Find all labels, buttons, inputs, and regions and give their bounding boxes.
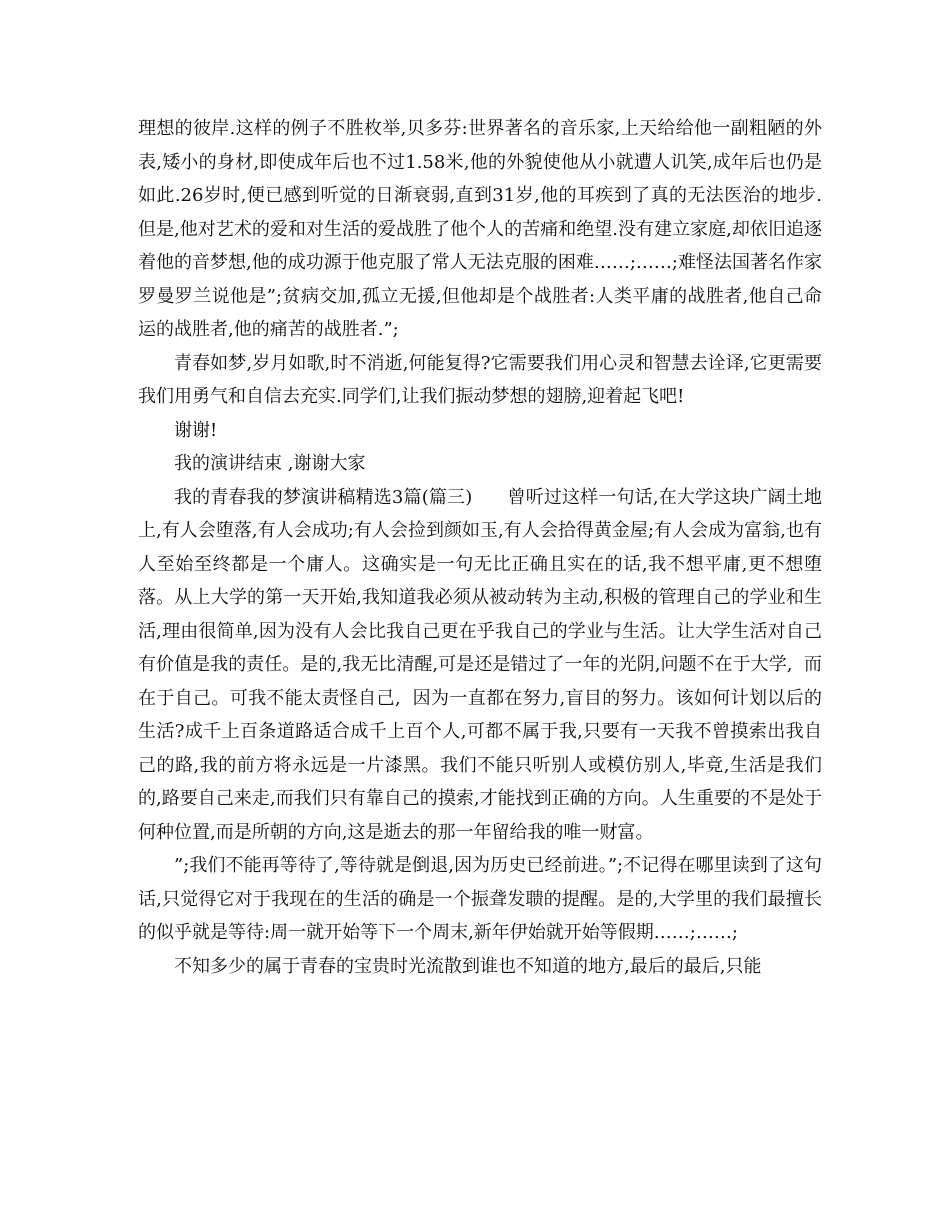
paragraph-waiting: ”;我们不能再等待了,等待就是倒退,因为历史已经前进。”;不记得在哪里读到了这句话,只觉得它对于我现在的生活的确是一个振聋发聩的提醒。是的,大学里的我们最擅长的似乎就是等待:周一就开始等下一个周末,新年伊始就开始等假期……;……;	[138, 855, 822, 943]
paragraph-beethoven: 理想的彼岸.这样的例子不胜枚举,贝多芬:世界著名的音乐家,上天给给他一副粗陋的外表,矮小的身材,即使成年后也不过1.58米,他的外貌使他从小就遭人讥笑,成年后也仍是如此.26岁时,便已感到听觉的日渐衰弱,直到31岁,他的耳疾到了真的无法医治的地步.但是,他对艺术的爱和对生活的爱战胜了他个人的苦痛和绝望.没有建立家庭,却依旧追逐着他的音梦想,他的成功源于他克服了常人无法克服的困难……;……;难怪法国著名作家罗曼罗兰说他是”;贫病交加,孤立无援,但他却是个战胜者:人类平庸的战胜者,他自己命运的战胜者,他的痛苦的战胜者.”;	[138, 118, 822, 340]
paragraph-lost-time: 不知多少的属于青春的宝贵时光流散到谁也不知道的地方,最后的最后,只能	[174, 955, 762, 977]
paragraph-speech-end: 我的演讲结束 ,谢谢大家	[174, 453, 366, 474]
document-body	[138, 112, 822, 983]
paragraph-part-three: 我的青春我的梦演讲稿精选3篇(篇三) 曾听过这样一句话,在大学这块广阔土地上,有人会堕落,有人会成功;有人会捡到颜如玉,有人会拾得黄金屋;有人会成为富翁,也有人至始至终都是一个庸人。这确实是一句无比正确且实在的话,我不想平庸,更不想堕落。从上大学的第一天开始,我知道我必须从被动转为主动,积极的管理自己的学业和生活,理由很简单,因为没有人会比我自己更在乎我自己的学业与生活。让大学生活对自己有价值是我的责任。是的,我无比清醒,可是还是错过了一年的光阴,问题不在于大学, 而在于自己。可我不能太责怪自己, 因为一直都在努力,盲目的努力。该如何计划以后的生活?成千上百条道路适合成千上百个人,可都不属于我,只要有一天我不曾摸索出我自己的路,我的前方将永远是一片漆黑。我们不能只听别人或模仿别人,毕竟,生活是我们的,路要自己来走,而我们只有靠自己的摸索,才能找到正确的方向。人生重要的不是处于何种位置,而是所朝的方向,这是逝去的那一年留给我的唯一财富。	[138, 486, 822, 843]
paragraph-youth-dream: 青春如梦,岁月如歌,时不消逝,何能复得?它需要我们用心灵和智慧去诠译,它更需要我们用勇气和自信去充实.同学们,让我们振动梦想的翅膀,迎着起飞吧!	[138, 352, 822, 407]
paragraph-thanks: 谢谢!	[174, 419, 218, 441]
